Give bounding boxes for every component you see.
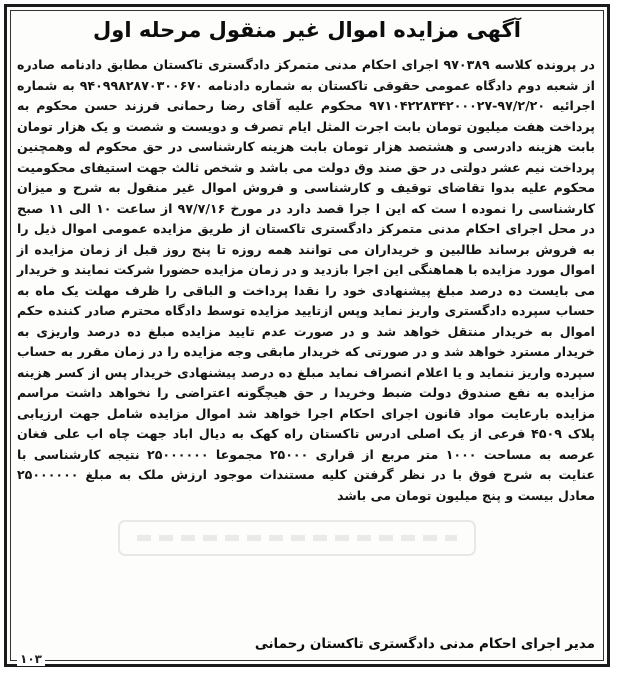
page-number: ۱۰۳	[17, 652, 45, 666]
notice-body: در پرونده کلاسه ۹۷۰۳۸۹ اجرای احکام مدنی متمرکز دادگستری تاکستان مطابق دادنامه صادره از شعبه دوم دادگاه عمومی حقوقی تاکستان به شماره دادنامه ۹۴۰۹۹۸۲۸۷۰۳۰۰۶۷۰ به شماره اجرائیه ۹۷/۲/۲۰-۹۷۱۰۴۲۲۸۳۴۲۰۰۰۲۷ محکوم علیه آقای رضا رحمانی فرزند حسن محکوم به پرداخت هفت میلیون تومان بابت اجرت المثل ایام تصرف و دویست و شصت و یک هزار تومان بابت هزینه دادرسی و هشتصد هزار تومان بابت هزینه کارشناسی در حق محکوم له وهمچنین پرداخت نیم عشر دولتی در حق صند وق دولت می باشد و شخص ثالث جهت استیفای محکومیت محکوم علیه بدوا تقاضای توقیف و کارشناسی و فروش اموال غیر منقول به شرح و میزان کارشناسی را نموده ا ست که این ا جرا قصد دارد در مورخ ۹۷/۷/۱۶ از ساعت ۱۰ الی ۱۱ صبح در محل اجرای احکام مدنی متمرکز دادگستری تاکستان از طریق مزایده عمومی اموال ذیل را به فروش برساند طالبین و خریداران می توانند همه روزه تا پنج روز قبل از زمان مزایده از اموال مورد مزایده با هماهنگی این اجرا بازدید و در زمان مزایده حضورا شرکت نمایند و خریدار می بایست ده درصد مبلغ پیشنهادی خود را نقدا پرداخت و الباقی را ظرف مهلت یک ماه به حساب سپرده دادگستری واریز نماید وپس ازتایید مزایده توسط دادگاه محترم صادر کننده حکم اموال به خریدار منتقل خواهد شد و در صورت عدم تایید مزایده مبلغ ده درصد واریزی به خریدار مسترد خواهد شد و در صورتی که خریدار مابقی وجه مزایده را در زمان مقرر به حساب سپرده واریز ننماید و یا اعلام انصراف نماید مبلغ ده درصد پیشنهادی خریدار پس از کسر هزینه مزایده به نفع صندوق دولت ضبط وخریدا ر حق هیچگونه اعتراضی را نخواهد داشت مراسم مزایده بارعایت مواد قانون اجرای احکام اجرا خواهد شد اموال مزایده شامل جهت ارزیابی پلاک ۴۵۰۹ فرعی از یک اصلی ادرس تاکستان راه کهک به دیال اباد جهت چاه اب علی فغان عرصه به مساحت ۱۰۰۰ متر مربع از قراری ۲۵۰۰۰ مجموعا ۲۵۰۰۰۰۰۰ نتیجه کارشناسی با عنایت به شرح فوق با در نظر گرفتن کلیه مستندات موجود ارزش ملک به مبلغ ۲۵۰۰۰۰۰۰ معادل بیست و پنج میلیون تومان می باشد	[17, 57, 595, 503]
signature-line: مدیر اجرای احکام مدنی دادگستری تاکستان رحمانی	[254, 636, 595, 652]
auction-notice	[4, 4, 610, 667]
notice-title: آگهی مزایده اموال غیر منقول مرحله اول	[93, 18, 521, 42]
